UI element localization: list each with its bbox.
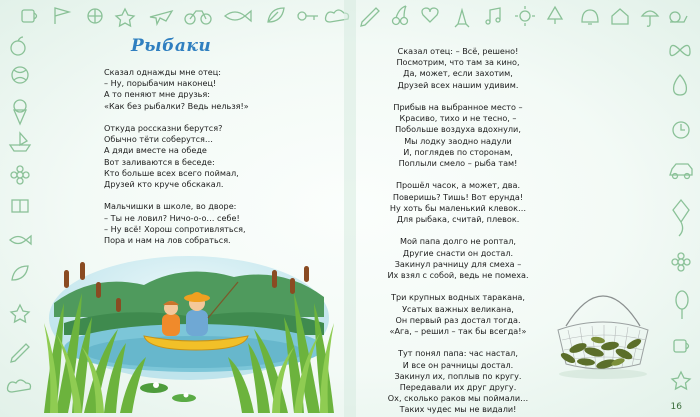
poem-line: Пора и нам на лов собраться. bbox=[104, 235, 231, 246]
key-icon bbox=[298, 12, 318, 20]
stanza bbox=[368, 46, 548, 91]
apple-icon bbox=[11, 37, 25, 55]
flower-icon bbox=[11, 166, 29, 184]
poem-line: А то пеняют мне друзья: bbox=[104, 89, 211, 100]
leaf-icon bbox=[268, 8, 284, 22]
cherry-icon bbox=[393, 6, 408, 25]
poem-line: Поплыли смело – рыба там! bbox=[398, 158, 518, 169]
poem-line: Закинул рачницу для смеха – bbox=[394, 258, 522, 269]
stanza bbox=[368, 348, 548, 415]
poem-line: Красиво, тихо и не тесно, – bbox=[399, 113, 517, 124]
poem-line: – Ты не ловил? Ничо-о-о… себе! bbox=[104, 212, 240, 223]
clock-icon bbox=[673, 122, 689, 138]
poem-line: Прошёл часок, а может, два. bbox=[395, 180, 521, 191]
kite-icon bbox=[673, 200, 689, 236]
car-icon bbox=[670, 164, 692, 179]
cup-icon bbox=[22, 10, 37, 22]
poem-line: Прибыв на выбранное место – bbox=[393, 102, 523, 112]
star-icon bbox=[116, 9, 134, 26]
poem-line: Друзей всех нашим удивим. bbox=[397, 79, 519, 90]
poem-right-column bbox=[368, 46, 548, 417]
page-number-right: 16 bbox=[670, 402, 682, 412]
poem-line: Друзей кто круче обскакал. bbox=[104, 179, 224, 190]
book-icon bbox=[12, 200, 28, 212]
stanza bbox=[368, 180, 548, 225]
star-icon bbox=[11, 305, 29, 322]
star-icon bbox=[672, 372, 690, 389]
poem-line: А дяди вместе на обеде bbox=[104, 145, 207, 156]
poem-line: Мальчишки в школе, во дворе: bbox=[104, 201, 237, 212]
poem-line: – Ну, порыбачим наконец! bbox=[104, 78, 217, 89]
poem-line: Да, может, если захотим, bbox=[403, 68, 513, 79]
poem-line: И все он рачницы достал. bbox=[402, 359, 514, 370]
bike-icon bbox=[185, 11, 211, 24]
fish-icon bbox=[225, 11, 251, 21]
flower-icon bbox=[672, 253, 690, 271]
poem-line: Он первый раз достал тогда. bbox=[395, 314, 521, 325]
poem-line: «Ага, – решил – так бы всегда!» bbox=[389, 326, 527, 337]
bell-icon bbox=[582, 10, 598, 24]
stanza bbox=[104, 67, 249, 112]
stanza bbox=[104, 201, 249, 246]
tree-icon bbox=[548, 7, 562, 24]
fishing-boat-illustration bbox=[44, 248, 334, 413]
stanza bbox=[368, 292, 548, 337]
poem-line: Побольше воздуха вдохнули, bbox=[395, 124, 521, 135]
heart-icon bbox=[422, 8, 438, 22]
poem-line: Откуда россказни берутся? bbox=[104, 123, 223, 133]
flag-icon bbox=[55, 8, 69, 24]
note-icon bbox=[486, 8, 500, 24]
poem-line: Таких чудес мы не видали! bbox=[399, 404, 517, 415]
poem-line: Три крупных водных таракана, bbox=[391, 292, 525, 303]
ball-icon bbox=[88, 9, 102, 23]
cloud-icon bbox=[8, 380, 31, 392]
poem-line: Вот заливаются в беседе: bbox=[104, 156, 215, 167]
poem-line: Для рыбака, считай, плевок. bbox=[396, 214, 520, 225]
poem-line: Их взял с собой, ведь не помеха. bbox=[387, 270, 529, 281]
ball-icon bbox=[12, 67, 28, 83]
house-icon bbox=[612, 9, 628, 24]
poem-line: Сказал однажды мне отец: bbox=[104, 67, 221, 77]
butterfly-icon bbox=[670, 45, 690, 55]
sun-icon bbox=[515, 6, 535, 26]
rocket-icon bbox=[455, 10, 469, 27]
stanza bbox=[368, 236, 548, 281]
poem-line: «Как без рыбалки? Ведь нельзя!» bbox=[104, 100, 249, 111]
stanza bbox=[368, 102, 548, 169]
poem-line: Мой папа долго не роптал, bbox=[400, 236, 516, 247]
poem-line: Сказал отец: – Всё, решено! bbox=[397, 46, 519, 56]
poem-line: Посмотрим, что там за кино, bbox=[396, 57, 520, 68]
pear-icon bbox=[674, 75, 687, 95]
stanza bbox=[104, 123, 249, 190]
poem-line: Другие снасти он достал. bbox=[402, 247, 514, 258]
pencil-icon bbox=[361, 8, 379, 26]
poem-line: И, поглядев по сторонам, bbox=[403, 146, 513, 157]
poem-line: Передавали их друг другу. bbox=[399, 382, 517, 393]
pencil-icon bbox=[11, 344, 29, 362]
leaf-icon bbox=[12, 266, 28, 280]
plane-icon bbox=[150, 11, 172, 24]
poem-left-column bbox=[104, 67, 249, 257]
snail-icon bbox=[670, 12, 687, 22]
crayfish-basket-illustration bbox=[548, 278, 658, 388]
poem-line: – Ну всё! Хорош сопротивляться, bbox=[104, 223, 246, 234]
poem-line: Усатых важных великана, bbox=[402, 303, 514, 314]
racket-icon bbox=[676, 291, 688, 319]
poem-line: Обычно тёти соберутся… bbox=[104, 134, 214, 145]
fish-icon bbox=[10, 236, 31, 244]
poem-line: Поверишь? Тишь! Вот ерунда! bbox=[392, 191, 524, 202]
poem-line: Ох, сколько раков мы поймали… bbox=[387, 393, 529, 404]
poem-line: Кто больше всех всего поймал, bbox=[104, 167, 239, 178]
poem-line: Мы лодку заодно надули bbox=[404, 135, 512, 146]
poem-line: Ну хоть бы маленький клевок… bbox=[389, 202, 527, 213]
cup-icon bbox=[674, 340, 689, 352]
poem-line: Тут понял папа: час настал, bbox=[398, 348, 518, 359]
poem-title: Рыбаки bbox=[131, 36, 212, 56]
ice-cream-icon bbox=[14, 100, 26, 124]
poem-line: Закинул их, поплыв по кругу. bbox=[394, 370, 522, 381]
boat-icon bbox=[10, 133, 30, 151]
umbrella-icon bbox=[642, 11, 658, 26]
